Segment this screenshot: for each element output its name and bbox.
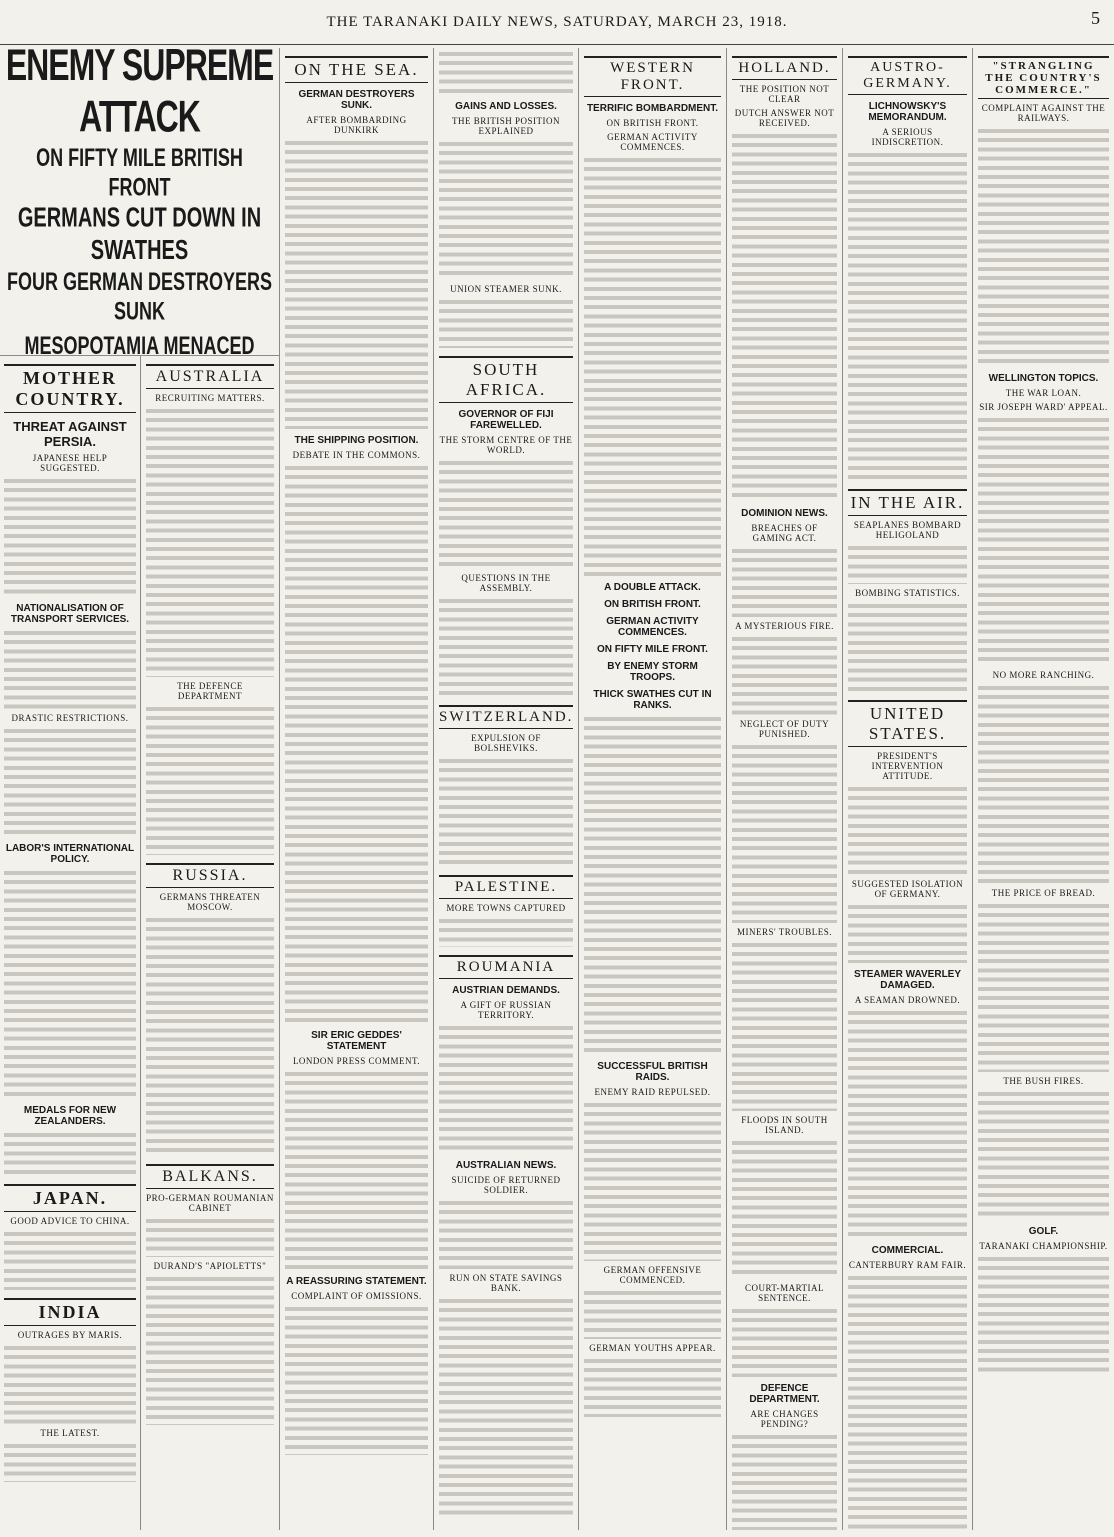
article-subhead: GERMANS THREATEN MOSCOW.: [159, 892, 261, 912]
article-subhead: RUN ON STATE SAVINGS BANK.: [449, 1273, 563, 1293]
article-body: [4, 629, 136, 709]
article-subhead: DURAND'S "APIOLETTS": [153, 1261, 267, 1271]
article-body: [146, 1275, 274, 1425]
article-subhead: FLOODS IN SOUTH ISLAND.: [741, 1115, 828, 1135]
article-subhead: AFTER BOMBARDING DUNKIRK: [306, 115, 407, 135]
article-headline: A REASSURING STATEMENT.: [286, 1276, 427, 1287]
section-heading: JAPAN.: [4, 1184, 136, 1212]
section-heading: AUSTRO-GERMANY.: [848, 56, 967, 95]
article-headline: NATIONALISATION OF TRANSPORT SERVICES.: [10, 603, 130, 625]
article-subhead: BOMBING STATISTICS.: [855, 588, 960, 598]
section-heading: ROUMANIA: [439, 955, 573, 979]
article-body: [848, 1274, 967, 1530]
section-heading: PALESTINE.: [439, 875, 573, 899]
article-subhead: DUTCH ANSWER NOT RECEIVED.: [734, 108, 835, 128]
article-body: [439, 1199, 573, 1269]
article-subhead: TARANAKI CHAMPIONSHIP.: [979, 1241, 1108, 1251]
article-body: [978, 902, 1109, 1072]
article-body: [4, 1230, 136, 1290]
article-subhead: OUTRAGES BY MARIS.: [17, 1330, 123, 1340]
article-body: [4, 1344, 136, 1424]
article-headline: A DOUBLE ATTACK.: [604, 582, 701, 593]
section-heading: ON THE SEA.: [285, 56, 428, 83]
article-subhead: THE PRICE OF BREAD.: [991, 888, 1096, 898]
section-heading: SOUTH AFRICA.: [439, 356, 573, 403]
article-headline: LICHNOWSKY'S MEMORANDUM.: [868, 101, 947, 123]
article-headline: GERMAN ACTIVITY COMMENCES.: [606, 616, 699, 638]
article-subhead: THE POSITION NOT CLEAR: [739, 84, 830, 104]
article-headline: SUCCESSFUL BRITISH RAIDS.: [597, 1061, 708, 1083]
article-body: [146, 705, 274, 855]
article-body: [848, 544, 967, 584]
article-body: [732, 743, 837, 923]
article-body: [439, 1297, 573, 1517]
article-headline: DEFENCE DEPARTMENT.: [749, 1383, 820, 1405]
article-body: [439, 298, 573, 348]
article-subhead: PRO-GERMAN ROUMANIAN CABINET: [146, 1193, 274, 1213]
section-heading: AUSTRALIA: [146, 364, 274, 389]
article-body: [584, 715, 721, 1055]
article-headline: GERMAN DESTROYERS SUNK.: [298, 89, 415, 111]
article-body: [732, 1307, 837, 1377]
article-headline: BY ENEMY STORM TROOPS.: [607, 661, 698, 683]
article-subhead: GERMAN OFFENSIVE COMMENCED.: [603, 1265, 702, 1285]
article-body: [584, 1101, 721, 1261]
article-subhead: DEBATE IN THE COMMONS.: [292, 450, 421, 460]
article-body: [439, 140, 573, 280]
article-subhead: BREACHES OF GAMING ACT.: [751, 523, 818, 543]
article-body: [848, 151, 967, 481]
article-body: [285, 1305, 428, 1455]
column-2: [280, 48, 434, 1530]
article-headline: AUSTRIAN DEMANDS.: [452, 985, 560, 996]
article-body: [848, 1009, 967, 1239]
article-body: [146, 916, 274, 1156]
article-headline: STEAMER WAVERLEY DAMAGED.: [853, 969, 962, 991]
banner-subhead: GERMANS CUT DOWN IN SWATHES: [17, 202, 262, 266]
article-body: [4, 1131, 136, 1176]
article-body: [732, 635, 837, 715]
masthead: [0, 0, 1114, 45]
article-subhead: COMPLAINT OF OMISSIONS.: [291, 1291, 422, 1301]
article-headline: MEDALS FOR NEW ZEALANDERS.: [23, 1105, 117, 1127]
article-body: [978, 416, 1109, 666]
article-subhead: THE DEFENCE DEPARTMENT: [177, 681, 243, 701]
article-headline: WELLINGTON TOPICS.: [988, 373, 1099, 384]
article-body: [146, 407, 274, 677]
article-subhead: EXPULSION OF BOLSHEVIKS.: [471, 733, 541, 753]
article-subhead: ON BRITISH FRONT.: [606, 118, 699, 128]
article-headline: GOLF.: [1028, 1226, 1059, 1237]
column-lead: [0, 48, 280, 356]
article-subhead: THE WAR LOAN.: [1005, 388, 1082, 398]
article-body: [584, 1357, 721, 1417]
article-subhead: SIR JOSEPH WARD' APPEAL.: [979, 402, 1108, 412]
article-body: [4, 477, 136, 597]
article-body: [732, 1139, 837, 1279]
article-headline: LABOR'S INTERNATIONAL POLICY.: [5, 843, 135, 865]
column-7: [973, 48, 1114, 1530]
article-body: [584, 1289, 721, 1339]
article-headline: TERRIFIC BOMBARDMENT.: [586, 103, 719, 114]
article-headline: THICK SWATHES CUT IN RANKS.: [593, 689, 712, 711]
article-headline: THE SHIPPING POSITION.: [294, 435, 419, 446]
article-subhead: THE BUSH FIRES.: [1003, 1076, 1084, 1086]
article-headline: SIR ERIC GEDDES' STATEMENT: [311, 1030, 402, 1052]
column-6: [843, 48, 973, 1530]
article-subhead: COURT-MARTIAL SENTENCE.: [744, 1283, 825, 1303]
article-subhead: THE STORM CENTRE OF THE WORLD.: [439, 435, 573, 455]
section-heading: BALKANS.: [146, 1164, 274, 1189]
article-subhead: MORE TOWNS CAPTURED: [446, 903, 566, 913]
article-subhead: ENEMY RAID REPULSED.: [594, 1087, 711, 1097]
section-heading: SWITZERLAND.: [439, 705, 573, 729]
article-body: [285, 139, 428, 429]
article-body: [732, 941, 837, 1111]
article-body: [285, 464, 428, 1024]
article-subhead: THE BRITISH POSITION EXPLAINED: [452, 116, 560, 136]
banner-subhead: FOUR GERMAN DESTROYERS SUNK: [6, 267, 273, 325]
article-subhead: LONDON PRESS COMMENT.: [292, 1056, 421, 1066]
article-headline: COMMERCIAL.: [871, 1245, 944, 1256]
article-subhead: COMPLAINT AGAINST THE RAILWAYS.: [981, 103, 1106, 123]
article-subhead: UNION STEAMER SUNK.: [450, 284, 562, 294]
article-subhead: NEGLECT OF DUTY PUNISHED.: [739, 719, 830, 739]
article-subhead: DRASTIC RESTRICTIONS.: [11, 713, 129, 723]
column-3: [434, 48, 579, 1530]
article-headline: ON BRITISH FRONT.: [604, 599, 701, 610]
article-body: [978, 127, 1109, 367]
article-subhead: A MYSTERIOUS FIRE.: [735, 621, 834, 631]
article-subhead: A SEAMAN DROWNED.: [854, 995, 961, 1005]
section-heading: UNITED STATES.: [848, 700, 967, 747]
article-body: [732, 1433, 837, 1530]
article-subhead: RECRUITING MATTERS.: [155, 393, 265, 403]
section-heading: WESTERN FRONT.: [584, 56, 721, 97]
article-subhead: SUICIDE OF RETURNED SOLDIER.: [451, 1175, 561, 1195]
article-body: [439, 917, 573, 947]
article-headline: DOMINION NEWS.: [741, 508, 828, 519]
article-subhead: SUGGESTED ISOLATION OF GERMANY.: [851, 879, 964, 899]
article-body: [978, 684, 1109, 884]
article-headline: GOVERNOR OF FIJI FAREWELLED.: [458, 409, 554, 431]
article-headline: GAINS AND LOSSES.: [455, 101, 557, 112]
column-5: [727, 48, 843, 1530]
article-subhead: CANTERBURY RAM FAIR.: [848, 1260, 967, 1270]
masthead-title: THE TARANAKI DAILY NEWS, SATURDAY, MARCH 23, 1918.: [326, 13, 788, 30]
article-body: [848, 602, 967, 692]
article-subhead: GERMAN ACTIVITY COMMENCES.: [607, 132, 698, 152]
section-heading: IN THE AIR.: [848, 489, 967, 516]
article-subhead: QUESTIONS IN THE ASSEMBLY.: [461, 573, 551, 593]
article-subhead: GERMAN YOUTHS APPEAR.: [589, 1343, 716, 1353]
article-body: [584, 156, 721, 576]
article-body: [4, 1442, 136, 1482]
article-body: [732, 132, 837, 502]
article-body: [732, 547, 837, 617]
column-4: [579, 48, 727, 1530]
section-heading: INDIA: [4, 1298, 136, 1326]
article-body: [439, 50, 573, 95]
section-heading: HOLLAND.: [732, 56, 837, 80]
article-body: [4, 869, 136, 1099]
article-body: [285, 1070, 428, 1270]
article-body: [4, 727, 136, 837]
article-body: [439, 757, 573, 867]
article-headline: AUSTRALIAN NEWS.: [455, 1160, 557, 1171]
article-headline: ON FIFTY MILE FRONT.: [597, 644, 708, 655]
article-subhead: A SERIOUS INDISCRETION.: [871, 127, 944, 147]
article-body: [439, 459, 573, 569]
article-body: [978, 1255, 1109, 1375]
page-number: 5: [1091, 8, 1100, 28]
article-body: [978, 1090, 1109, 1220]
article-subhead: GOOD ADVICE TO CHINA.: [10, 1216, 130, 1226]
article-subhead: ARE CHANGES PENDING?: [750, 1409, 819, 1429]
section-heading: MOTHER COUNTRY.: [4, 364, 136, 413]
article-body: [439, 1024, 573, 1154]
article-subhead: NO MORE RANCHING.: [992, 670, 1095, 680]
article-headline: THREAT AGAINST PERSIA.: [13, 419, 127, 449]
article-body: [848, 785, 967, 875]
banner-subhead: MESOPOTAMIA MENACED: [24, 331, 255, 356]
article-subhead: PRESIDENT'S INTERVENTION ATTITUDE.: [871, 751, 944, 781]
section-heading: "STRANGLING THE COUNTRY'S COMMERCE.": [978, 56, 1109, 99]
article-subhead: A GIFT OF RUSSIAN TERRITORY.: [460, 1000, 552, 1020]
section-heading: RUSSIA.: [146, 863, 274, 888]
column-1a: [0, 356, 140, 1530]
column-1b: [140, 356, 280, 1530]
article-subhead: THE LATEST.: [40, 1428, 100, 1438]
article-subhead: JAPANESE HELP SUGGESTED.: [32, 453, 108, 473]
article-body: [439, 597, 573, 697]
article-body: [848, 903, 967, 963]
banner-headline: ENEMY SUPREME ATTACK: [5, 48, 274, 142]
banner-subhead: ON FIFTY MILE BRITISH FRONT: [36, 143, 243, 201]
article-subhead: SEAPLANES BOMBARD HELIGOLAND: [853, 520, 962, 540]
article-subhead: MINERS' TROUBLES.: [737, 927, 832, 937]
article-body: [146, 1217, 274, 1257]
